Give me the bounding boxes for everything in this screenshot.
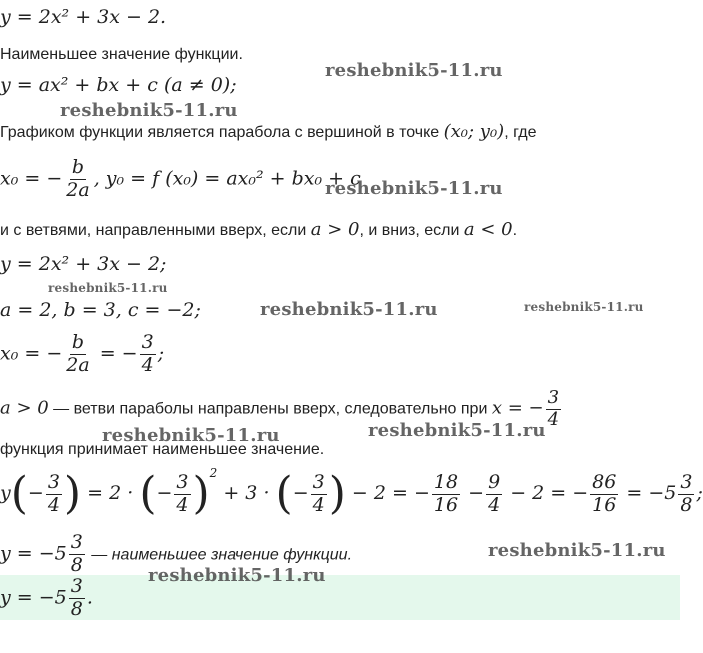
x0-computation xyxy=(0,332,680,377)
frac-num: 3 xyxy=(680,470,693,493)
branches-text-2: , и вниз, если xyxy=(359,222,460,239)
equation-text: y = 2x² + 3x − 2. xyxy=(0,6,167,28)
fraction-3-over-8-result xyxy=(69,532,85,577)
fraction-3-over-4-a xyxy=(46,472,62,517)
calc-eq1: = 2 · xyxy=(81,482,134,504)
frac-den: 16 xyxy=(433,493,459,516)
watermark: reshebnik5-11.ru xyxy=(368,420,546,441)
answer-line xyxy=(0,576,680,621)
fraction-b-over-2a-2 xyxy=(64,332,91,377)
frac-num: b xyxy=(71,156,85,178)
paren-open-1: ( xyxy=(10,468,28,519)
calc-plus: + 3 · xyxy=(217,482,270,504)
x0-end: ; xyxy=(157,342,165,365)
frac-num: 3 xyxy=(547,387,560,408)
calc-minus2: − 2 = − xyxy=(345,482,430,504)
frac-den: 4 xyxy=(176,493,189,516)
vertex-y-right: , y₀ = f (x₀) = ax₀² + bx₀ + c xyxy=(93,167,361,190)
frac-num: b xyxy=(71,331,85,353)
frac-num: 3 xyxy=(141,331,154,353)
branches-cond-2: a < 0 xyxy=(463,219,513,240)
watermark: reshebnik5-11.ru xyxy=(148,565,326,586)
fraction-3-over-4-c xyxy=(311,472,327,517)
frac-den: 8 xyxy=(70,553,83,576)
fraction-3-over-8-answer xyxy=(69,576,85,621)
general-equation-text: y = ax² + bx + c (a ≠ 0); xyxy=(0,74,237,96)
frac-num: 3 xyxy=(70,575,83,597)
watermark: reshebnik5-11.ru xyxy=(488,540,666,561)
frac-num: 3 xyxy=(70,531,83,553)
watermark: reshebnik5-11.ru xyxy=(524,300,644,314)
watermark: reshebnik5-11.ru xyxy=(325,178,503,199)
branches-description xyxy=(0,219,680,240)
fraction-9-over-4 xyxy=(486,472,502,517)
frac-den: 4 xyxy=(47,493,60,516)
watermark: reshebnik5-11.ru xyxy=(325,60,503,81)
frac-den: 4 xyxy=(312,493,325,516)
vertex-x-left: x₀ = − xyxy=(0,167,63,190)
fraction-3-over-8 xyxy=(678,472,694,517)
watermark: reshebnik5-11.ru xyxy=(60,100,238,121)
result-left: y = −5 xyxy=(0,542,67,565)
frac-num: 3 xyxy=(176,470,189,493)
frac-den: 4 xyxy=(547,408,560,430)
fraction-3-over-4 xyxy=(140,332,156,377)
frac-den: 2a xyxy=(66,178,90,201)
vertex-point: (x₀; y₀) xyxy=(443,121,505,142)
frac-num: 3 xyxy=(47,470,60,493)
cond-text: — ветви параболы направлены вверх, следовательно при xyxy=(48,400,488,418)
frac-num: 9 xyxy=(488,470,501,493)
calc-minus-b: − 2 = − xyxy=(504,482,589,504)
func-min-text: функция принимает наименьшее значение. xyxy=(0,441,325,458)
fraction-3-over-4-cond xyxy=(546,388,561,430)
watermark: reshebnik5-11.ru xyxy=(260,299,438,320)
frac-num: 18 xyxy=(433,470,459,493)
equation-line-1 xyxy=(0,6,680,28)
frac-den: 4 xyxy=(488,493,501,516)
watermark: reshebnik5-11.ru xyxy=(48,281,168,295)
square-exponent: 2 xyxy=(209,466,218,480)
calc-minus: − xyxy=(462,482,485,504)
branches-text-1: и с ветвями, направленными вверх, если xyxy=(0,222,307,239)
cond-x: x = − xyxy=(491,397,544,419)
frac-den: 16 xyxy=(592,493,617,516)
answer-left: y = −5 xyxy=(0,586,67,609)
paren-open-2: ( xyxy=(139,468,157,519)
graph-where: , где xyxy=(504,124,537,141)
paren-close-2: ) xyxy=(192,468,210,519)
calc-eq: = −5 xyxy=(620,482,677,504)
calc-y: y xyxy=(0,482,11,504)
equation-line-2 xyxy=(0,253,680,275)
calc-end: ; xyxy=(696,482,703,504)
coefficients-text: a = 2, b = 3, c = −2; xyxy=(0,299,201,321)
x0-mid: = − xyxy=(93,342,138,365)
frac-num: 3 xyxy=(312,470,325,493)
answer-end: . xyxy=(86,586,93,609)
cond-a: a > 0 xyxy=(0,397,49,419)
fraction-b-over-2a xyxy=(64,157,91,202)
paren-close-1: ) xyxy=(63,468,82,519)
graph-text: Графиком функции является парабола с вершиной в точке xyxy=(0,124,440,141)
frac-den: 8 xyxy=(680,493,693,516)
frac-num: 86 xyxy=(592,470,617,493)
paren-close-3: ) xyxy=(328,468,346,519)
x0-left: x₀ = − xyxy=(0,342,63,365)
equation-again-text: y = 2x² + 3x − 2; xyxy=(0,253,167,275)
fraction-3-over-4-b xyxy=(174,472,190,517)
result-text: — наименьшее значение функции. xyxy=(86,546,353,564)
branches-end: . xyxy=(512,222,518,239)
graph-description xyxy=(0,121,680,142)
calculation-line: y(− $\frac{3}{4}$ ) = 2 · (− $\frac{3}{4}$ )$^2$ + 3 · (− $\frac{3}{4}$ ) − 2 = − $\frac{18}{16}$ − $\frac{9}{4}$ − 2 = − $\frac{86}{16}$ = −5 $\frac{3}{8}$ ; xyxy=(0,466,703,519)
frac-den: 4 xyxy=(141,353,154,376)
frac-den: 2a xyxy=(66,353,90,376)
branches-cond-1: a > 0 xyxy=(310,219,360,240)
paren-open-3: ( xyxy=(275,468,293,519)
watermark: reshebnik5-11.ru xyxy=(102,425,280,446)
heading-text: Наименьшее значение функции. xyxy=(0,46,243,63)
fraction-18-over-16 xyxy=(432,472,460,517)
fraction-86-over-16 xyxy=(590,472,618,517)
frac-den: 8 xyxy=(70,597,83,620)
